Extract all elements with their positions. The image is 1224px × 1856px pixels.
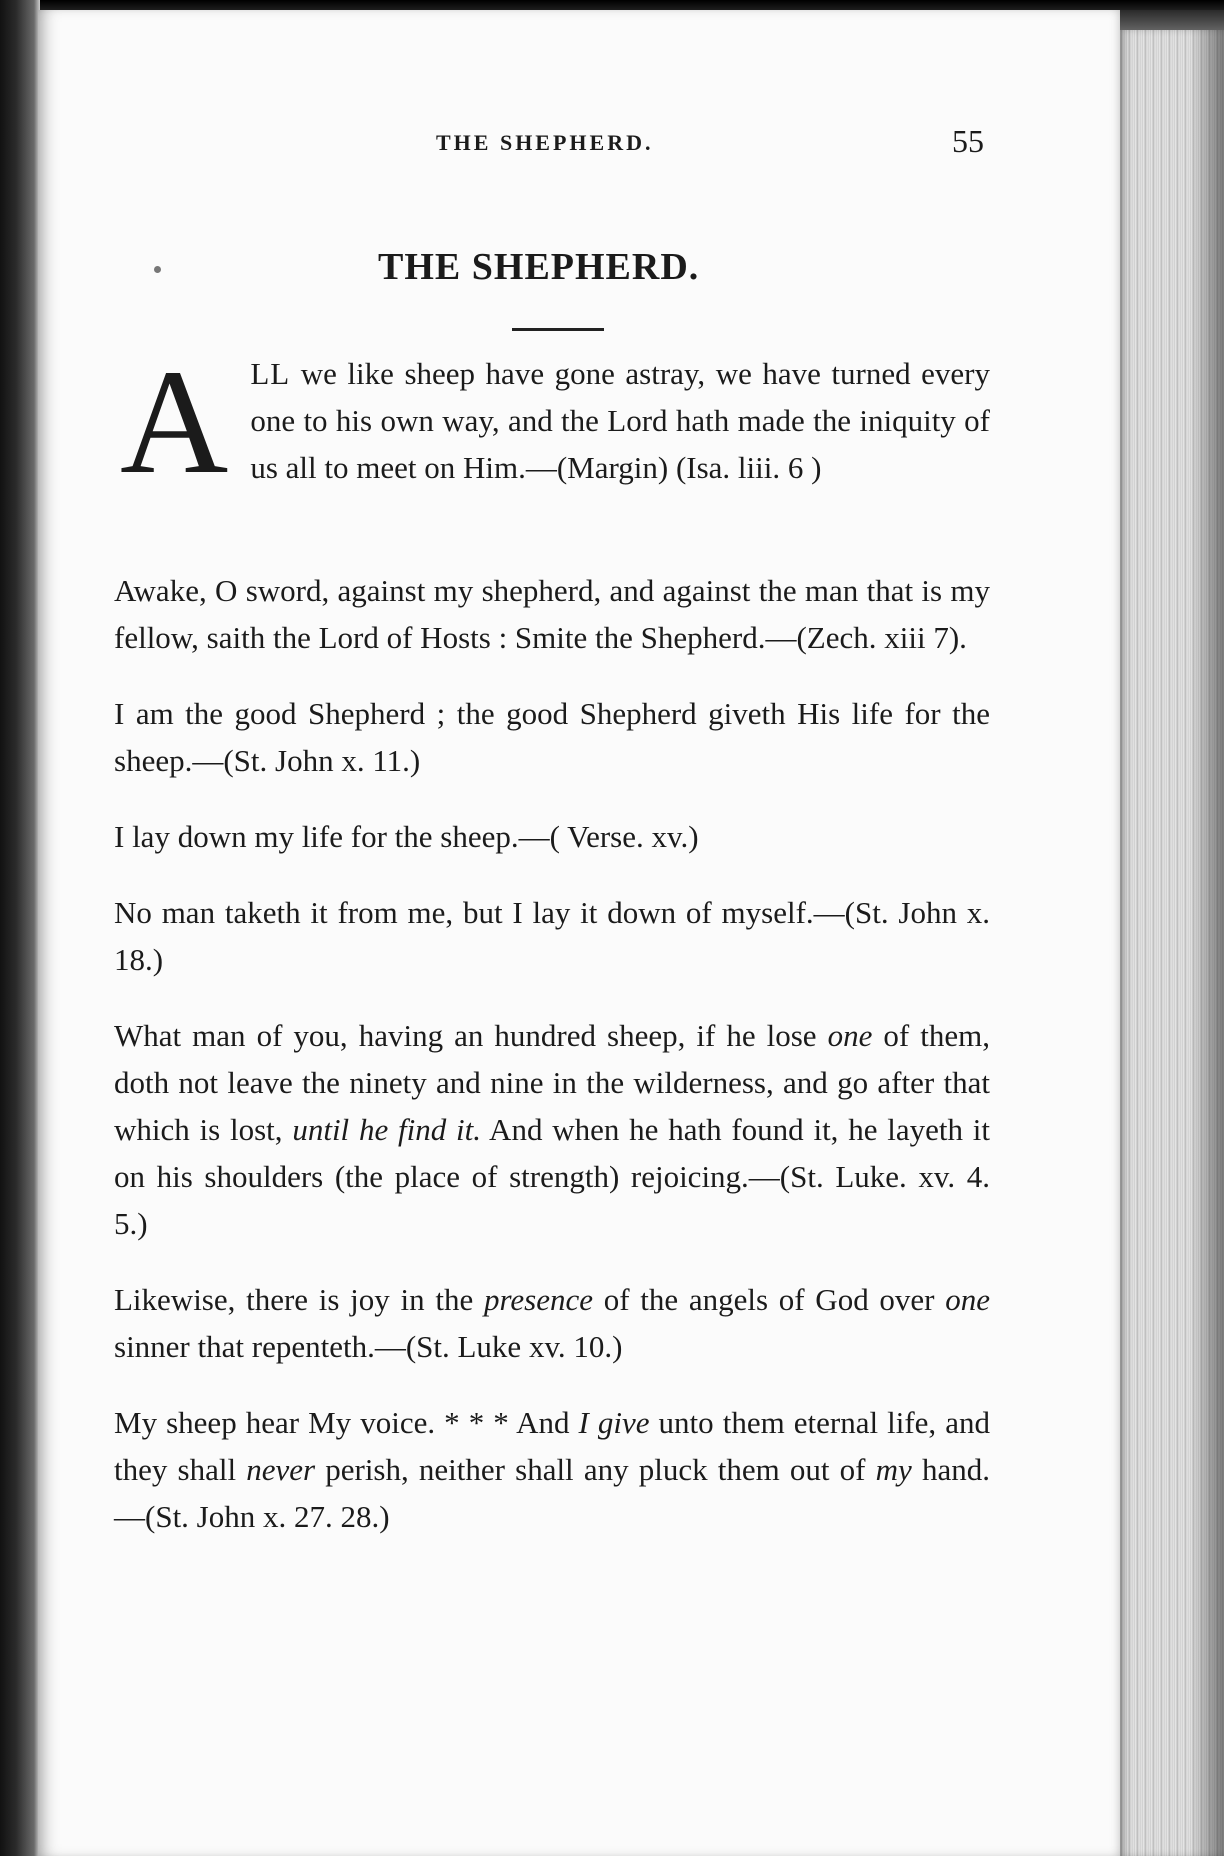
paragraph-7-text-c: sinner that repenteth.—(St. Luke xv. 10.)	[114, 1329, 623, 1364]
paragraph-8-text-d: hand. —(St. John x. 27. 28.)	[114, 1452, 990, 1534]
paragraph-6-text-c: And when he hath found it, he layeth it on his shoulders (the place of strength) rejoicing.—(St. Luke. xv. 4. 5.)	[114, 1112, 990, 1241]
paragraph-1-text: we like sheep have gone astray, we have turned every one to his own way, and the Lord hath made the iniquity of us all to meet on Him.—(Margin) (Isa. liii. 6 )	[250, 356, 990, 485]
paragraph-5: No man taketh it from me, but I lay it down of myself.—(St. John x. 18.)	[114, 895, 990, 977]
paragraph-8-text-b: unto them eternal life, and they shall	[114, 1405, 990, 1487]
binding-edge	[0, 0, 40, 1856]
page-number: 55	[952, 123, 984, 159]
paragraph-8-text-a: My sheep hear My voice. * * * And	[114, 1405, 579, 1440]
paragraph-6-text-a: What man of you, having an hundred sheep, if he lose	[114, 1018, 828, 1053]
running-head: THE SHEPHERD.	[436, 130, 654, 155]
paragraph-7-text-b: of the angels of God over	[592, 1282, 946, 1317]
paragraph-8-text-c: perish, neither shall any pluck them out of	[315, 1452, 876, 1487]
drop-cap: A	[120, 339, 229, 505]
chapter-title: THE SHEPHERD.	[378, 246, 700, 288]
paragraph-4: I lay down my life for the sheep.—( Verse. xv.)	[114, 819, 699, 854]
paragraph-8-emphasis-1: I give	[578, 1405, 650, 1440]
paragraph-7-emphasis-2: one	[945, 1282, 990, 1317]
paragraph-8-emphasis-2: never	[246, 1452, 316, 1487]
ink-speck	[154, 266, 161, 273]
paragraph-6-emphasis-1: one	[827, 1018, 873, 1053]
drop-cap-tail: LL	[250, 356, 291, 391]
paragraph-7-text-a: Likewise, there is joy in the	[114, 1282, 484, 1317]
paragraph-3: I am the good Shepherd ; the good Shepherd giveth His life for the sheep.—(St. John x. 11.)	[114, 696, 990, 778]
paragraph-2: Awake, O sword, against my shepherd, and against the man that is my fellow, saith the Lord of Hosts : Smite the Shepherd.—(Zech. xiii 7).	[114, 573, 990, 655]
paragraph-8	[114, 1399, 990, 1540]
title-rule	[512, 328, 604, 331]
book-page	[38, 10, 1120, 1856]
paragraph-7-emphasis-1: presence	[483, 1282, 593, 1317]
paragraph-6-emphasis-2: until he find it.	[292, 1112, 481, 1147]
fore-edge-shadow	[1190, 30, 1224, 1856]
paragraph-7	[114, 1276, 990, 1370]
paragraph-6	[114, 1012, 990, 1247]
paragraph-1	[114, 339, 990, 538]
paragraph-8-emphasis-3: my	[875, 1452, 912, 1487]
body-text	[114, 339, 990, 1569]
paragraph-6-text-b: of them, doth not leave the ninety and nine in the wilderness, and go after that which is lost,	[114, 1018, 990, 1147]
